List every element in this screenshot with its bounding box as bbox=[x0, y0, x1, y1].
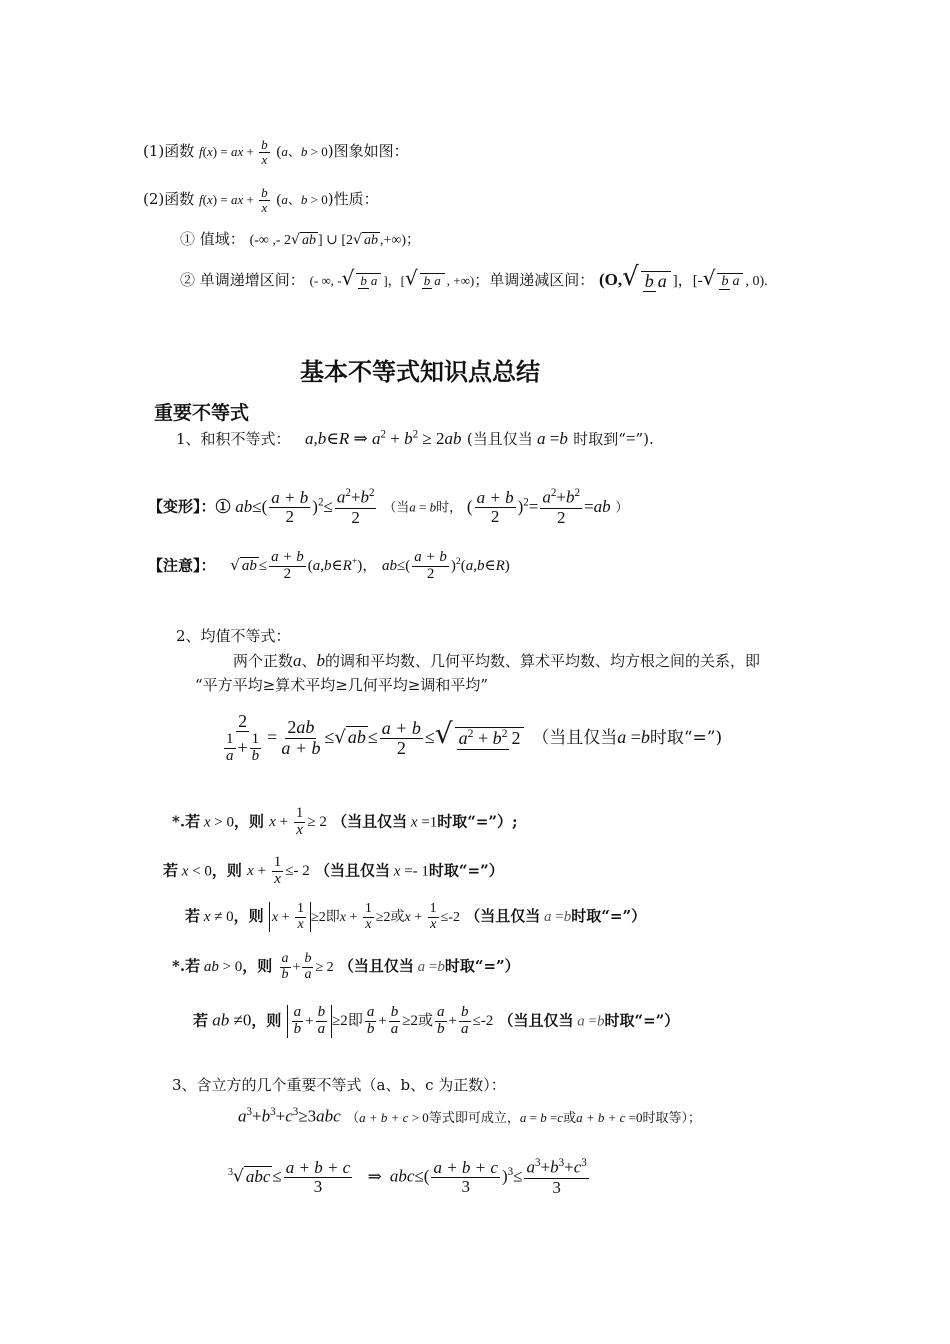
rule-2-take: 时取“=”） bbox=[428, 861, 504, 880]
rule-2-prefix: 若 bbox=[163, 861, 179, 880]
note-label: 【注意】： bbox=[148, 556, 216, 575]
item-2-prefix: (2)函数 bbox=[143, 190, 195, 209]
rule-4: *.若 ab > 0，则 $\frac{a}{b}$ + $\frac{b}{a}$ ≥ 2 （当且仅当 a =b时取“=”） bbox=[172, 951, 520, 982]
rule-2: 若 x < 0，则 x + $\frac{1}{x}$ ≤- 2 （当且仅当 x =- 1时取“=”） bbox=[163, 854, 504, 887]
page-title: 基本不等式知识点总结 bbox=[300, 358, 540, 386]
rule-5-cond: （当且仅当 bbox=[498, 1011, 574, 1030]
rule-1: *.若 x > 0，则 x + $\frac{1}{x}$ ≥ 2 （当且仅当 x =1时取“=”）; bbox=[172, 805, 518, 838]
rule-4-cond: （当且仅当 bbox=[338, 957, 414, 976]
variant-when2: 时， bbox=[436, 500, 463, 516]
item-1-prefix: (1)函数 bbox=[143, 142, 195, 161]
rule-1-prefix: *.若 bbox=[172, 812, 201, 831]
variant-close: ） bbox=[615, 500, 629, 516]
s2-label: 2、均值不等式： bbox=[176, 627, 291, 645]
rule-1-then: ，则 bbox=[233, 812, 264, 831]
rule-3-mid1: 即 bbox=[325, 909, 340, 926]
s3-label: 3、含立方的几个重要不等式（a、b、c 为正数）： bbox=[172, 1076, 506, 1094]
range-label: ① 值域： bbox=[180, 230, 245, 248]
rule-4-then: ，则 bbox=[242, 957, 273, 976]
s3-take: 时取等 bbox=[642, 1110, 682, 1126]
rule-3-take: 时取“=”） bbox=[571, 907, 647, 926]
s2-cond: （当且仅当 bbox=[532, 728, 618, 749]
s1-take: 时取到“ bbox=[573, 430, 626, 448]
rule-3: 若 x ≠ 0，则 x + $\frac{1}{x}$ ≥2即x + $\frac{1}{x}$ ≥2或x + $\frac{1}{x}$ ≤-2 （当且仅当 a =b时取“=”） bbox=[185, 901, 647, 932]
rule-4-prefix: *.若 bbox=[172, 957, 201, 976]
s2-desc-1: 两个正数a、b的调和平均数、几何平均数、算术平均数、均方根之间的关系，即 bbox=[233, 651, 761, 670]
s1-cond: (当且仅当 bbox=[466, 430, 533, 448]
s3-cube-root: $^3$√ abc ≤ $\frac{a + b + c}{3}$ ⇒ abc≤( $\frac{a + b + c}{3}$ )$^3$≤ $\frac{a^3+b^3+c^3}{3}$ bbox=[228, 1157, 587, 1197]
rule-5: 若 ab ≠0，则 $\frac{a}{b}$ + $\frac{b}{a}$ ≥2即 $\frac{a}{b}$ + $\frac{b}{a}$ ≥2或 $\frac{a}{b}$ + $\frac{b}{a}$ ≤-2 （当且仅当 a =b时取“=”） bbox=[193, 1004, 680, 1037]
s1-eq: = bbox=[625, 429, 636, 448]
range-line: ① 值域： (-∞ ,- 2√ ab ] ∪ [2√ ab ,+∞)； bbox=[180, 230, 420, 248]
rule-1-take: 时取“=”）; bbox=[437, 812, 518, 831]
rule-4-take: 时取“=”） bbox=[444, 957, 520, 976]
item-2: (2)函数 f(x) = ax + $\frac{b}{x}$ (a、b > 0)性质： bbox=[143, 185, 379, 215]
s3-cube-sum: $a^3+b^3+c^3\ge 3abc$ （a + b + c > 0等式即可成立，a = b =c或a + b + c =0时取等）； bbox=[238, 1106, 702, 1126]
item-1-suffix: )图象如图： bbox=[327, 142, 409, 161]
s2-desc-3: “平方平均≥算术平均≥几何平均≥调和平均” bbox=[195, 676, 489, 694]
rule-5-take: 时取“=”） bbox=[604, 1011, 680, 1030]
s2-desc1: 两个正数 bbox=[233, 652, 294, 670]
rule-3-mid2: 或 bbox=[390, 909, 405, 926]
variant-line: 【变形】：① ab≤( $\frac{a + b}{2}$ )$^2$≤ $\frac{a^2+b^2}{2}$ （当a = b时， ( $\frac{a + b}{2}$ )$^2$= $\frac{a^2+b^2}{2}$ =ab ） bbox=[148, 487, 629, 527]
variant-label: 【变形】：① bbox=[148, 497, 231, 516]
rule-2-cond: （当且仅当 bbox=[315, 861, 391, 880]
s3-or: 或 bbox=[563, 1110, 577, 1126]
s2-desc2: 的调和平均数、几何平均数、算术平均数、均方根之间的关系，即 bbox=[325, 652, 761, 670]
s1-formula: a,b∈R ⇒ $a^2 + b^2 \ge 2ab$ (当且仅当 a =b 时取到“=”). bbox=[305, 428, 654, 448]
item-2-suffix: )性质： bbox=[327, 190, 379, 209]
s1-end: ”). bbox=[635, 430, 654, 448]
s2-take: 时取“=”) bbox=[649, 728, 723, 749]
mono-line: ② 单调递增区间： (- ∞, -√ b a ]，[√ b a , +∞)；单调递减区间： (O,√ b a ]，[-√ b a , 0). bbox=[180, 262, 768, 292]
rule-5-prefix: 若 bbox=[193, 1011, 209, 1030]
rule-2-then: ，则 bbox=[211, 861, 242, 880]
note-line: 【注意】： √ ab ≤ $\frac{a + b}{2}$ (a,b∈R+)， ab≤( $\frac{a + b}{2}$ )$^2$(a,b∈R) bbox=[148, 549, 510, 582]
rule-5-mid1: 即 bbox=[347, 1011, 363, 1030]
s3-cond: 等式即可成立 bbox=[428, 1110, 507, 1126]
mono-label: ② 单调递增区间： bbox=[180, 271, 305, 289]
s1-label: 1、和积不等式： bbox=[176, 430, 291, 448]
section-subtitle: 重要不等式 bbox=[154, 402, 250, 424]
rule-3-then: ，则 bbox=[233, 907, 264, 926]
rule-5-mid2: 或 bbox=[418, 1011, 434, 1030]
rule-3-prefix: 若 bbox=[185, 907, 201, 926]
item-1: (1)函数 f(x) = ax + $\frac{b}{x}$ (a、b > 0)图象如图： bbox=[143, 137, 409, 167]
rule-5-then: ，则 bbox=[251, 1011, 282, 1030]
rule-3-cond: （当且仅当 bbox=[465, 907, 541, 926]
mono-dec-label: ；单调递减区间： bbox=[474, 271, 595, 289]
mean-chain: 2 $\frac{1}{a}$ + $\frac{1}{b}$ = $\frac{2ab}{a + b}$ ≤√ ab ≤ $\frac{a + b}{2}$ ≤√ $a^2 + b^2$ 2 （当且仅当a =b时取“=”) bbox=[226, 711, 723, 764]
rule-1-cond: （当且仅当 bbox=[332, 812, 408, 831]
variant-when: （当 bbox=[383, 500, 410, 516]
